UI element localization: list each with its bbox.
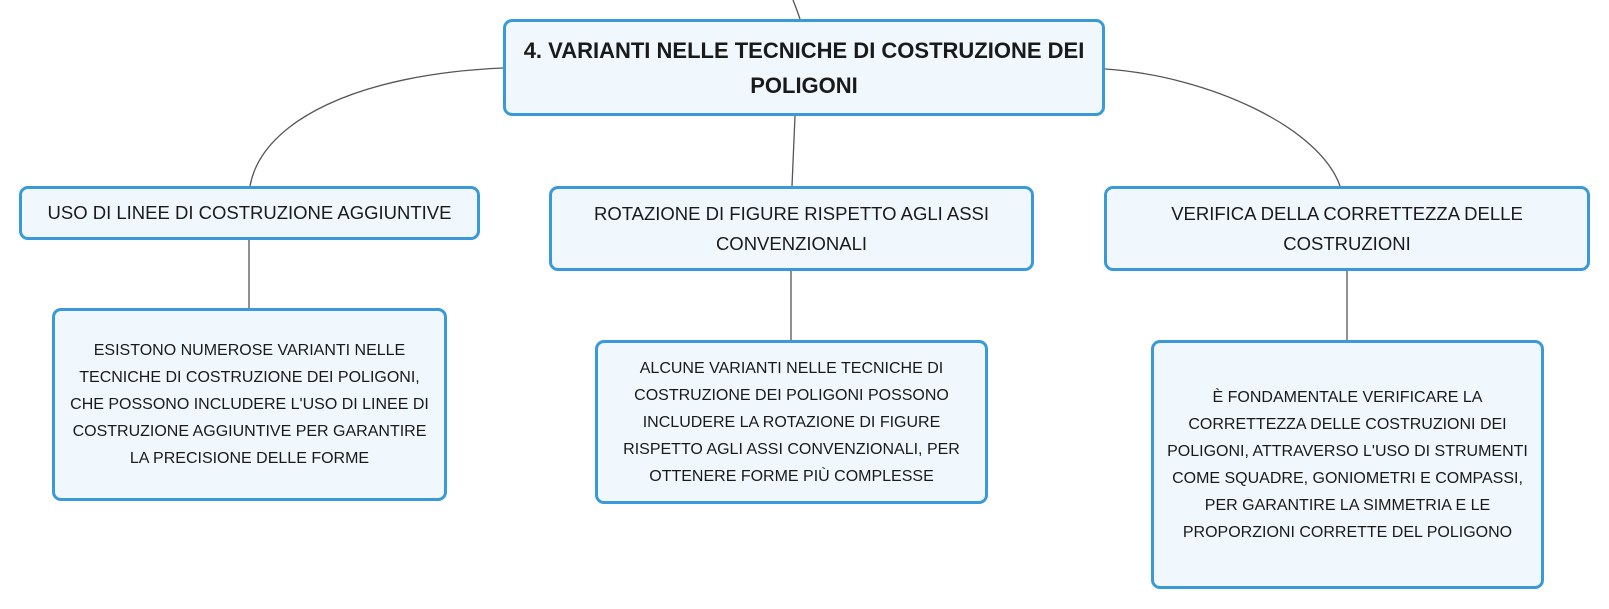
detail-node-linee-costruzione[interactable]	[52, 308, 447, 501]
topic-label: ROTAZIONE DI FIGURE RISPETTO AGLI ASSI CONVENZIONALI	[593, 202, 990, 254]
topic-label: USO DI LINEE DI COSTRUZIONE AGGIUNTIVE	[47, 202, 452, 223]
detail-node-rotazione-figure[interactable]	[595, 340, 988, 504]
detail-node-verifica-correttezza[interactable]	[1151, 340, 1544, 589]
root-node[interactable]	[503, 19, 1105, 116]
detail-text: ALCUNE VARIANTI NELLE TECNICHE DI COSTRUZIONE DEI POLIGONI POSSONO INCLUDERE LA ROTAZIONE DI FIGURE RISPETTO AGLI ASSI CONVENZIONALI, PER OTTENERE FORME PIÙ COMPLESSE	[623, 359, 960, 485]
topic-label: VERIFICA DELLA CORRETTEZZA DELLE COSTRUZIONI	[1171, 202, 1523, 254]
topic-node-linee-costruzione[interactable]	[19, 186, 480, 240]
connector-root-topic-1	[250, 68, 503, 186]
connector-parent-root	[793, 0, 800, 19]
topic-node-rotazione-figure[interactable]	[549, 186, 1034, 271]
connector-root-topic-3	[1105, 69, 1340, 186]
topic-node-verifica-correttezza[interactable]	[1104, 186, 1590, 271]
root-title: 4. VARIANTI NELLE TECNICHE DI COSTRUZIONE DEI POLIGONI	[523, 37, 1085, 98]
detail-text: ESISTONO NUMEROSE VARIANTI NELLE TECNICHE DI COSTRUZIONE DEI POLIGONI, CHE POSSONO INCLUDERE L'USO DI LINEE DI COSTRUZIONE AGGIUNTIVE PER GARANTIRE LA PRECISIONE DELLE FORME	[70, 342, 429, 467]
connector-root-topic-2	[792, 116, 795, 186]
detail-text: È FONDAMENTALE VERIFICARE LA CORRETTEZZA DELLE COSTRUZIONI DEI POLIGONI, ATTRAVERSO L'USO DI STRUMENTI COME SQUADRE, GONIOMETRI E COMPASSI, PER GARANTIRE LA SIMMETRIA E LE PROPORZIONI CORRETTE DEL POLIGONO	[1167, 388, 1528, 541]
